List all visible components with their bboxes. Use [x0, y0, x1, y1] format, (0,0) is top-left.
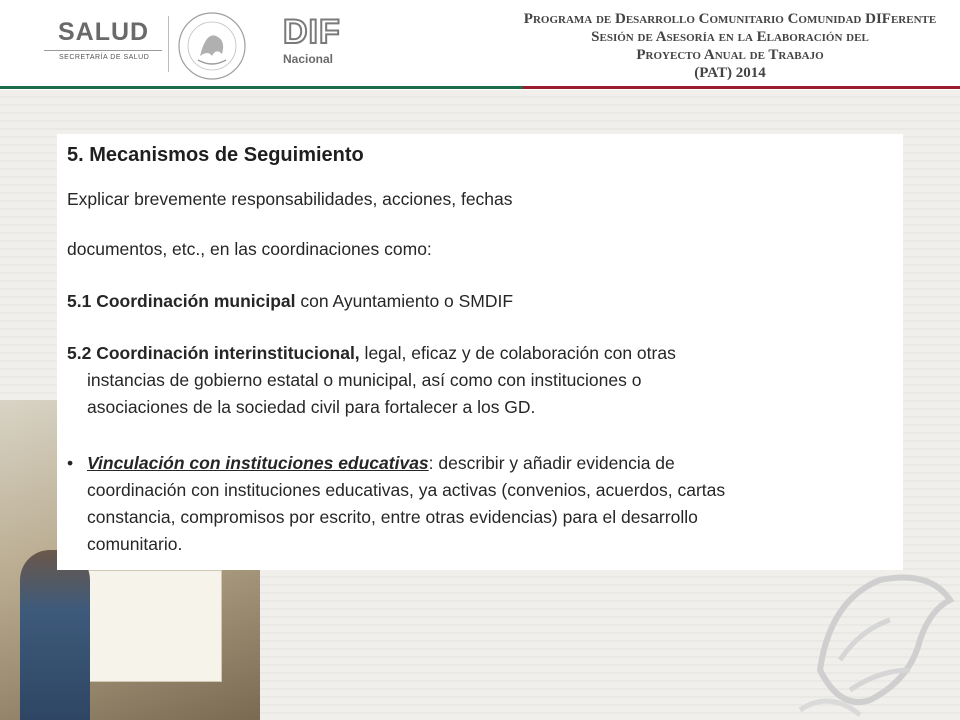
item-municipal — [67, 288, 513, 315]
item-interinstitutional-line-2: instancias de gobierno estatal o municipal, así como con instituciones o — [87, 370, 642, 390]
content-panel — [57, 134, 903, 570]
program-title-line: Proyecto Anual de Trabajo — [636, 47, 824, 63]
section-heading: 5. Mecanismos de Seguimiento — [67, 144, 364, 166]
header-green-rule — [0, 86, 523, 89]
bullet-marker: • — [67, 453, 74, 473]
dif-logo-text: DIF — [283, 13, 341, 51]
intro-line-2: documentos, etc., en las coordinaciones como: — [67, 239, 432, 259]
bullet-emphasis: Vinculación con instituciones educativas — [87, 453, 429, 473]
item-municipal-title: 5.1 Coordinación municipal — [67, 291, 296, 311]
intro-line-1: Explicar brevemente responsabilidades, acciones, fechas — [67, 189, 513, 209]
program-title-line: Programa de Desarrollo Comunitario Comunidad DIFerente — [523, 11, 937, 27]
bullet-line-1: : describir y añadir evidencia de — [428, 453, 675, 473]
salud-logo-rule — [44, 50, 162, 51]
photo-presenter — [20, 550, 90, 720]
item-municipal-text: con Ayuntamiento o SMDIF — [295, 291, 514, 311]
mexico-seal-icon — [176, 10, 248, 82]
bullet-line-3: constancia, compromisos por escrito, entre otras evidencias) para el desarrollo — [87, 507, 698, 527]
salud-logo-subtitle: SECRETARÍA DE SALUD — [59, 54, 150, 61]
item-interinstitutional-text: legal, eficaz y de colaboración con otras — [359, 343, 676, 363]
program-title-line: (PAT) 2014 — [694, 65, 766, 81]
dif-logo-subtitle: Nacional — [283, 52, 334, 66]
program-title-line: Sesión de Asesoría en la Elaboración del — [591, 29, 869, 45]
slide-header — [0, 0, 960, 90]
item-interinstitutional — [67, 340, 676, 421]
bullet-line-4: comunitario. — [87, 534, 183, 554]
header-red-rule — [523, 86, 960, 89]
program-title — [520, 10, 940, 82]
item-interinstitutional-line-3: asociaciones de la sociedad civil para fortalecer a los GD. — [87, 397, 536, 417]
logo-divider — [168, 16, 169, 72]
salud-logo-text: SALUD — [58, 18, 150, 46]
photo-flipchart — [70, 570, 222, 682]
dif-logo — [283, 14, 353, 70]
item-interinstitutional-title: 5.2 Coordinación interinstitucional, — [67, 343, 360, 363]
bullet-line-2: coordinación con instituciones educativas, ya activas (convenios, acuerdos, cartas — [87, 480, 726, 500]
salud-logo — [44, 18, 162, 68]
